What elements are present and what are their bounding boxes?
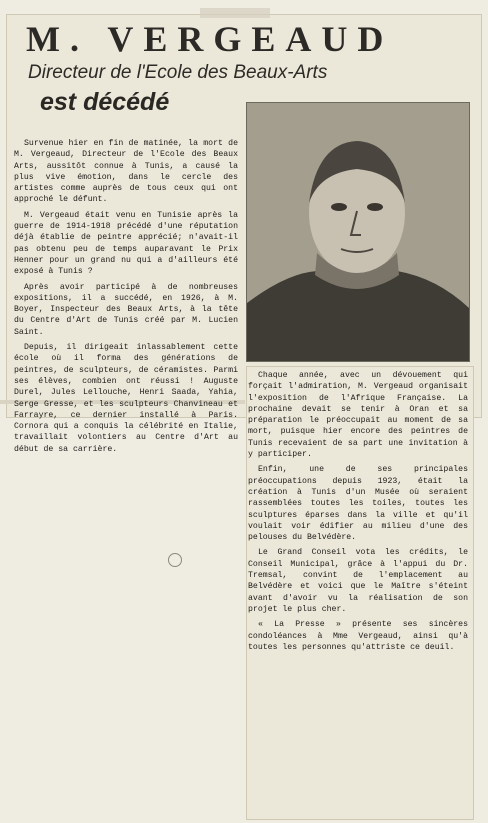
paragraph: M. Vergeaud était venu en Tunisie après la guerre de 1914-1918 précédé d'une réputation déjà établie de peintre apprécié; n'avait-il pas obtenu peu de temps auparavant le Prix Henner pour un grand nu qui a d'ailleurs été exposé à Tunis ? <box>14 210 238 277</box>
paragraph: Le Grand Conseil vota les crédits, le Conseil Municipal, grâce à l'appui du Dr. Tremsal, convint de l'emplacement au Belvédère et voici que le Maître s'éteint avant d'avoir vu la réalisation de son projet le plus cher. <box>248 548 468 614</box>
tape-mark <box>200 8 270 18</box>
article-column-2 <box>248 370 468 657</box>
paragraph: Après avoir participé à de nombreuses expositions, il a succédé, en 1926, à M. Boyer, Inspecteur des Beaux Arts, à la tête du Centre d'Art de Tunis créé par M. Lucien Saint. <box>14 282 238 337</box>
pin-hole <box>168 553 182 567</box>
article-subtitle: Directeur de l'Ecole des Beaux-Arts <box>28 62 328 83</box>
paragraph: Depuis, il dirigeait inlassablement cette école où il forma des générations de peintres, de sculpteurs, de céramistes. Parmi ses élèves, combien ont réussi ! Auguste Durel, Jules Lellouche, Henri Saada, Yahia, Serge Gresse, et les sculpteurs Chanvineau et Farrayre, ce dernier installé à Paris. Cornora qui a conquis la célébrité en Italie, travaillait volontiers au Centre d'Art au début de sa carrière. <box>14 343 238 454</box>
paragraph: « La Presse » présente ses sincères condoléances à Mme Vergeaud, ainsi qu'à toutes les personnes qu'attriste ce deuil. <box>248 620 468 652</box>
paragraph: Enfin, une de ses principales préoccupations depuis 1923, était la création à Tunis d'un Musée où seraient rassemblées toutes les toiles, toutes les sculptures éparses dans la ville et qu'il voulait voir édifier au milieu d'une des pelouses du Belvédère. <box>248 465 468 543</box>
article-column-1 <box>14 138 238 459</box>
paragraph: Survenue hier en fin de matinée, la mort de M. Vergeaud, Directeur de l'Ecole des Beaux Arts, aussitôt connue à Tunis, a causé la plus vive émotion, dans le cercle des artistes comme auprès de tous ceux qui ont approché le défunt. <box>14 139 238 205</box>
paragraph: Chaque année, avec un dévouement qui forçait l'admiration, M. Vergeaud organisait l'exposition de l'Afrique Française. La prochaine devait se tenir à Oran et sa préparation le préoccupait au moment de sa mort, puisque hier encore des peintres de Tunis recevaient de sa part une invitation à y participer. <box>248 371 468 460</box>
article-title: M. VERGEAUD <box>26 19 394 59</box>
portrait-photo <box>246 102 470 362</box>
article-headline: est décédé <box>40 88 170 116</box>
